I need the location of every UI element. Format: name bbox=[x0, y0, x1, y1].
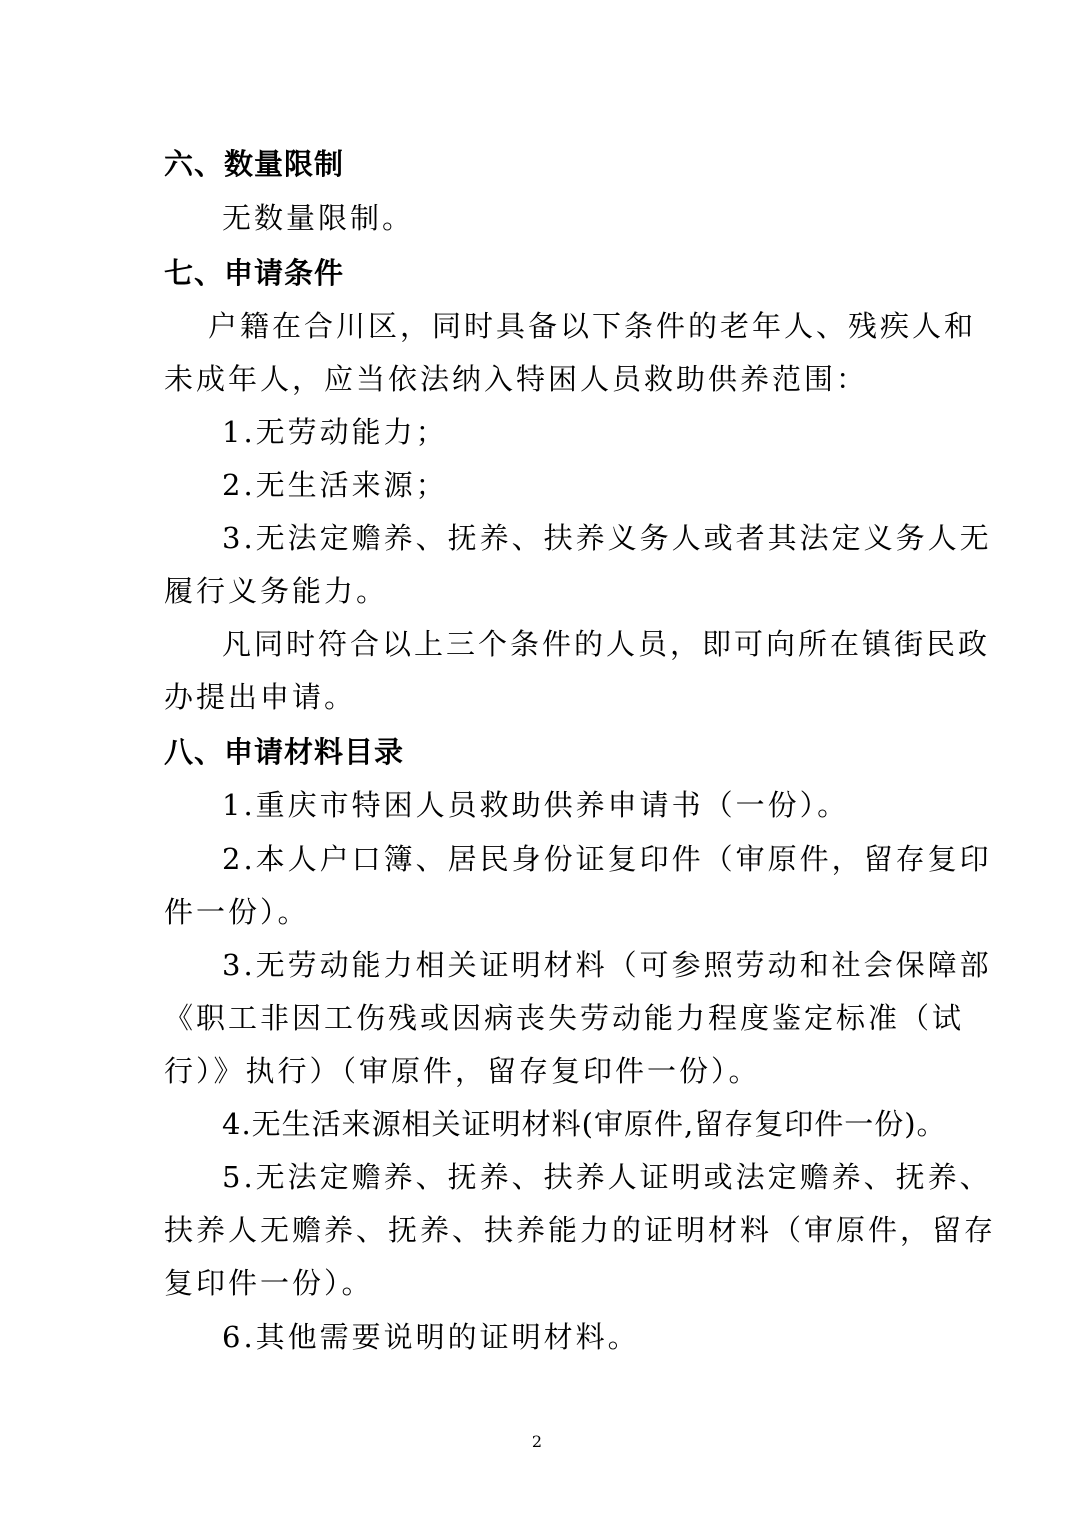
list-item: 4.无生活来源相关证明材料(审原件,留存复印件一份)。 bbox=[222, 1107, 947, 1141]
list-item: 1.重庆市特困人员救助供养申请书（一份）。 bbox=[222, 788, 850, 822]
section-heading-materials-list: 八、申请材料目录 bbox=[164, 735, 405, 769]
list-item: 3.无法定赡养、抚养、扶养义务人或者其法定义务人无 bbox=[222, 521, 992, 555]
list-item: 3.无劳动能力相关证明材料（可参照劳动和社会保障部 bbox=[222, 948, 992, 982]
paragraph-line: 凡同时符合以上三个条件的人员，即可向所在镇街民政 bbox=[222, 627, 991, 661]
page-number: 2 bbox=[531, 1432, 543, 1451]
list-item: 1.无劳动能力； bbox=[222, 415, 448, 449]
paragraph-line: 户籍在合川区，同时具备以下条件的老年人、残疾人和 bbox=[208, 309, 977, 343]
paragraph-line: 未成年人，应当依法纳入特困人员救助供养范围： bbox=[164, 362, 869, 396]
section-heading-quantity-limit: 六、数量限制 bbox=[164, 147, 345, 181]
paragraph-line: 办提出申请。 bbox=[164, 680, 357, 714]
list-item: 5.无法定赡养、抚养、扶养人证明或法定赡养、抚养、 bbox=[222, 1160, 992, 1194]
list-item: 6.其他需要说明的证明材料。 bbox=[222, 1320, 640, 1354]
section-heading-application-conditions: 七、申请条件 bbox=[164, 256, 345, 290]
list-item-continued: 件一份）。 bbox=[164, 895, 310, 929]
paragraph-line: 无数量限制。 bbox=[222, 201, 415, 235]
list-item-continued: 《职工非因工伤残或因病丧失劳动能力程度鉴定标准（试 bbox=[164, 1001, 965, 1035]
list-item: 2.本人户口簿、居民身份证复印件（审原件，留存复印 bbox=[222, 842, 992, 876]
list-item-continued: 扶养人无赡养、抚养、扶养能力的证明材料（审原件，留存 bbox=[164, 1213, 997, 1247]
list-item-continued: 行）》执行）（审原件，留存复印件一份）。 bbox=[164, 1054, 761, 1088]
list-item: 2.无生活来源； bbox=[222, 468, 448, 502]
list-item-continued: 复印件一份）。 bbox=[164, 1266, 374, 1300]
list-item-continued: 履行义务能力。 bbox=[164, 574, 389, 608]
